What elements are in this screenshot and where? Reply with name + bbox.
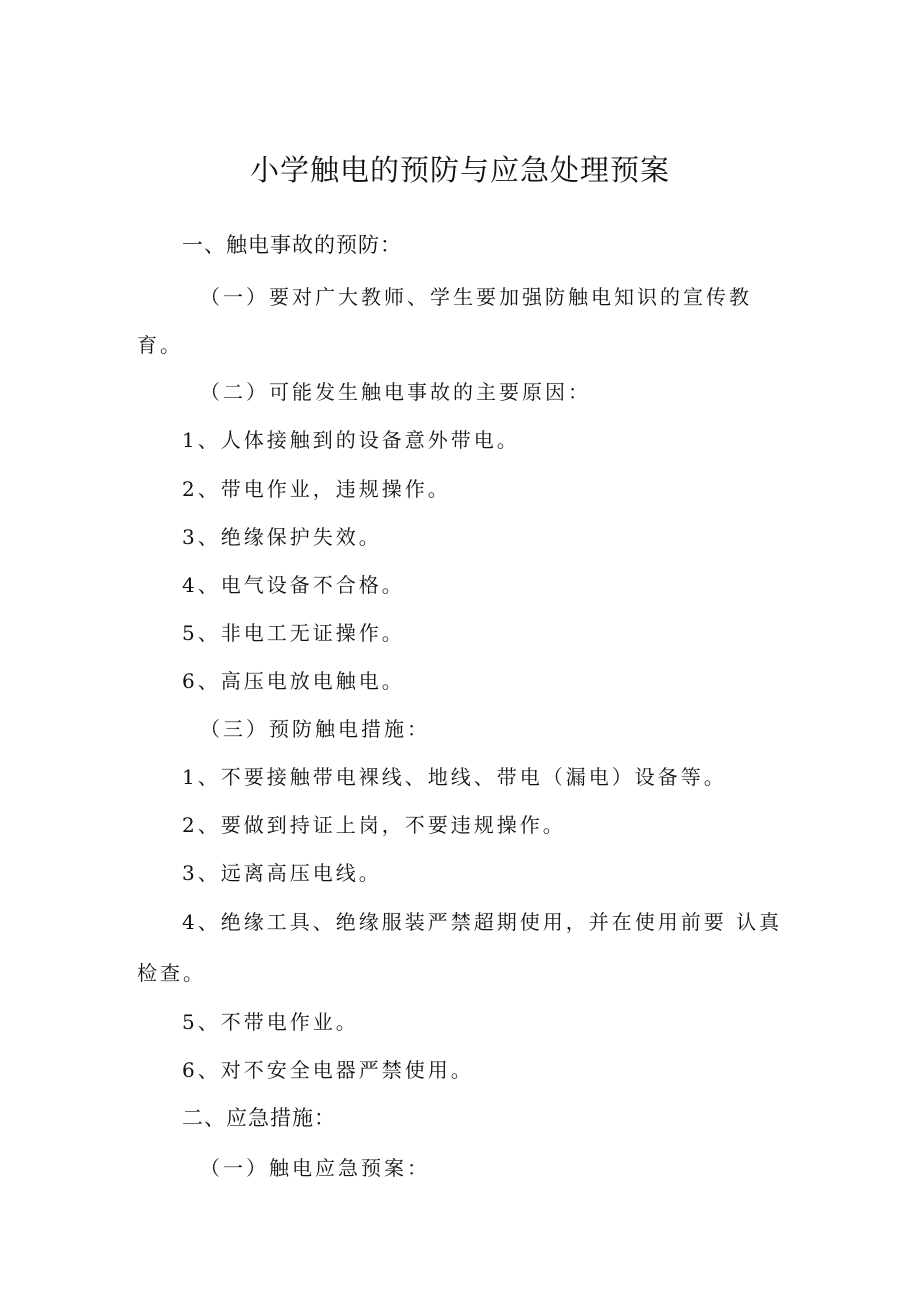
list-item: 6、对不安全电器严禁使用。 [182,1058,474,1082]
subsection-heading-measures: （三）预防触电措施： [200,717,430,741]
list-item: 3、绝缘保护失效。 [182,525,382,549]
paragraph-line: （一）要对广大教师、学生要加强防触电知识的宣传教 [200,285,752,309]
subsection-heading-emergency-plan: （一）触电应急预案： [200,1156,430,1180]
document-title: 小学触电的预防与应急处理预案 [249,153,670,187]
subsection-heading-causes: （二）可能发生触电事故的主要原因： [200,380,591,404]
paragraph-line: 育。 [137,333,183,357]
list-item: 2、要做到持证上岗，不要违规操作。 [182,813,566,837]
section-heading-prevention: 一、触电事故的预防： [182,233,402,257]
list-item: 1、人体接触到的设备意外带电。 [182,428,520,452]
list-item: 3、远离高压电线。 [182,861,382,885]
list-item: 5、非电工无证操作。 [182,621,405,645]
list-item: 5、不带电作业。 [182,1010,359,1034]
list-item: 6、高压电放电触电。 [182,669,405,693]
list-item-continuation: 检查。 [137,961,206,985]
list-item: 4、绝缘工具、绝缘服装严禁超期使用，并在使用前要 认真 [182,910,783,934]
section-heading-emergency: 二、应急措施： [182,1106,336,1130]
list-item: 4、电气设备不合格。 [182,573,405,597]
list-item: 2、带电作业，违规操作。 [182,477,451,501]
list-item: 1、不要接触带电裸线、地线、带电（漏电）设备等。 [182,765,727,789]
